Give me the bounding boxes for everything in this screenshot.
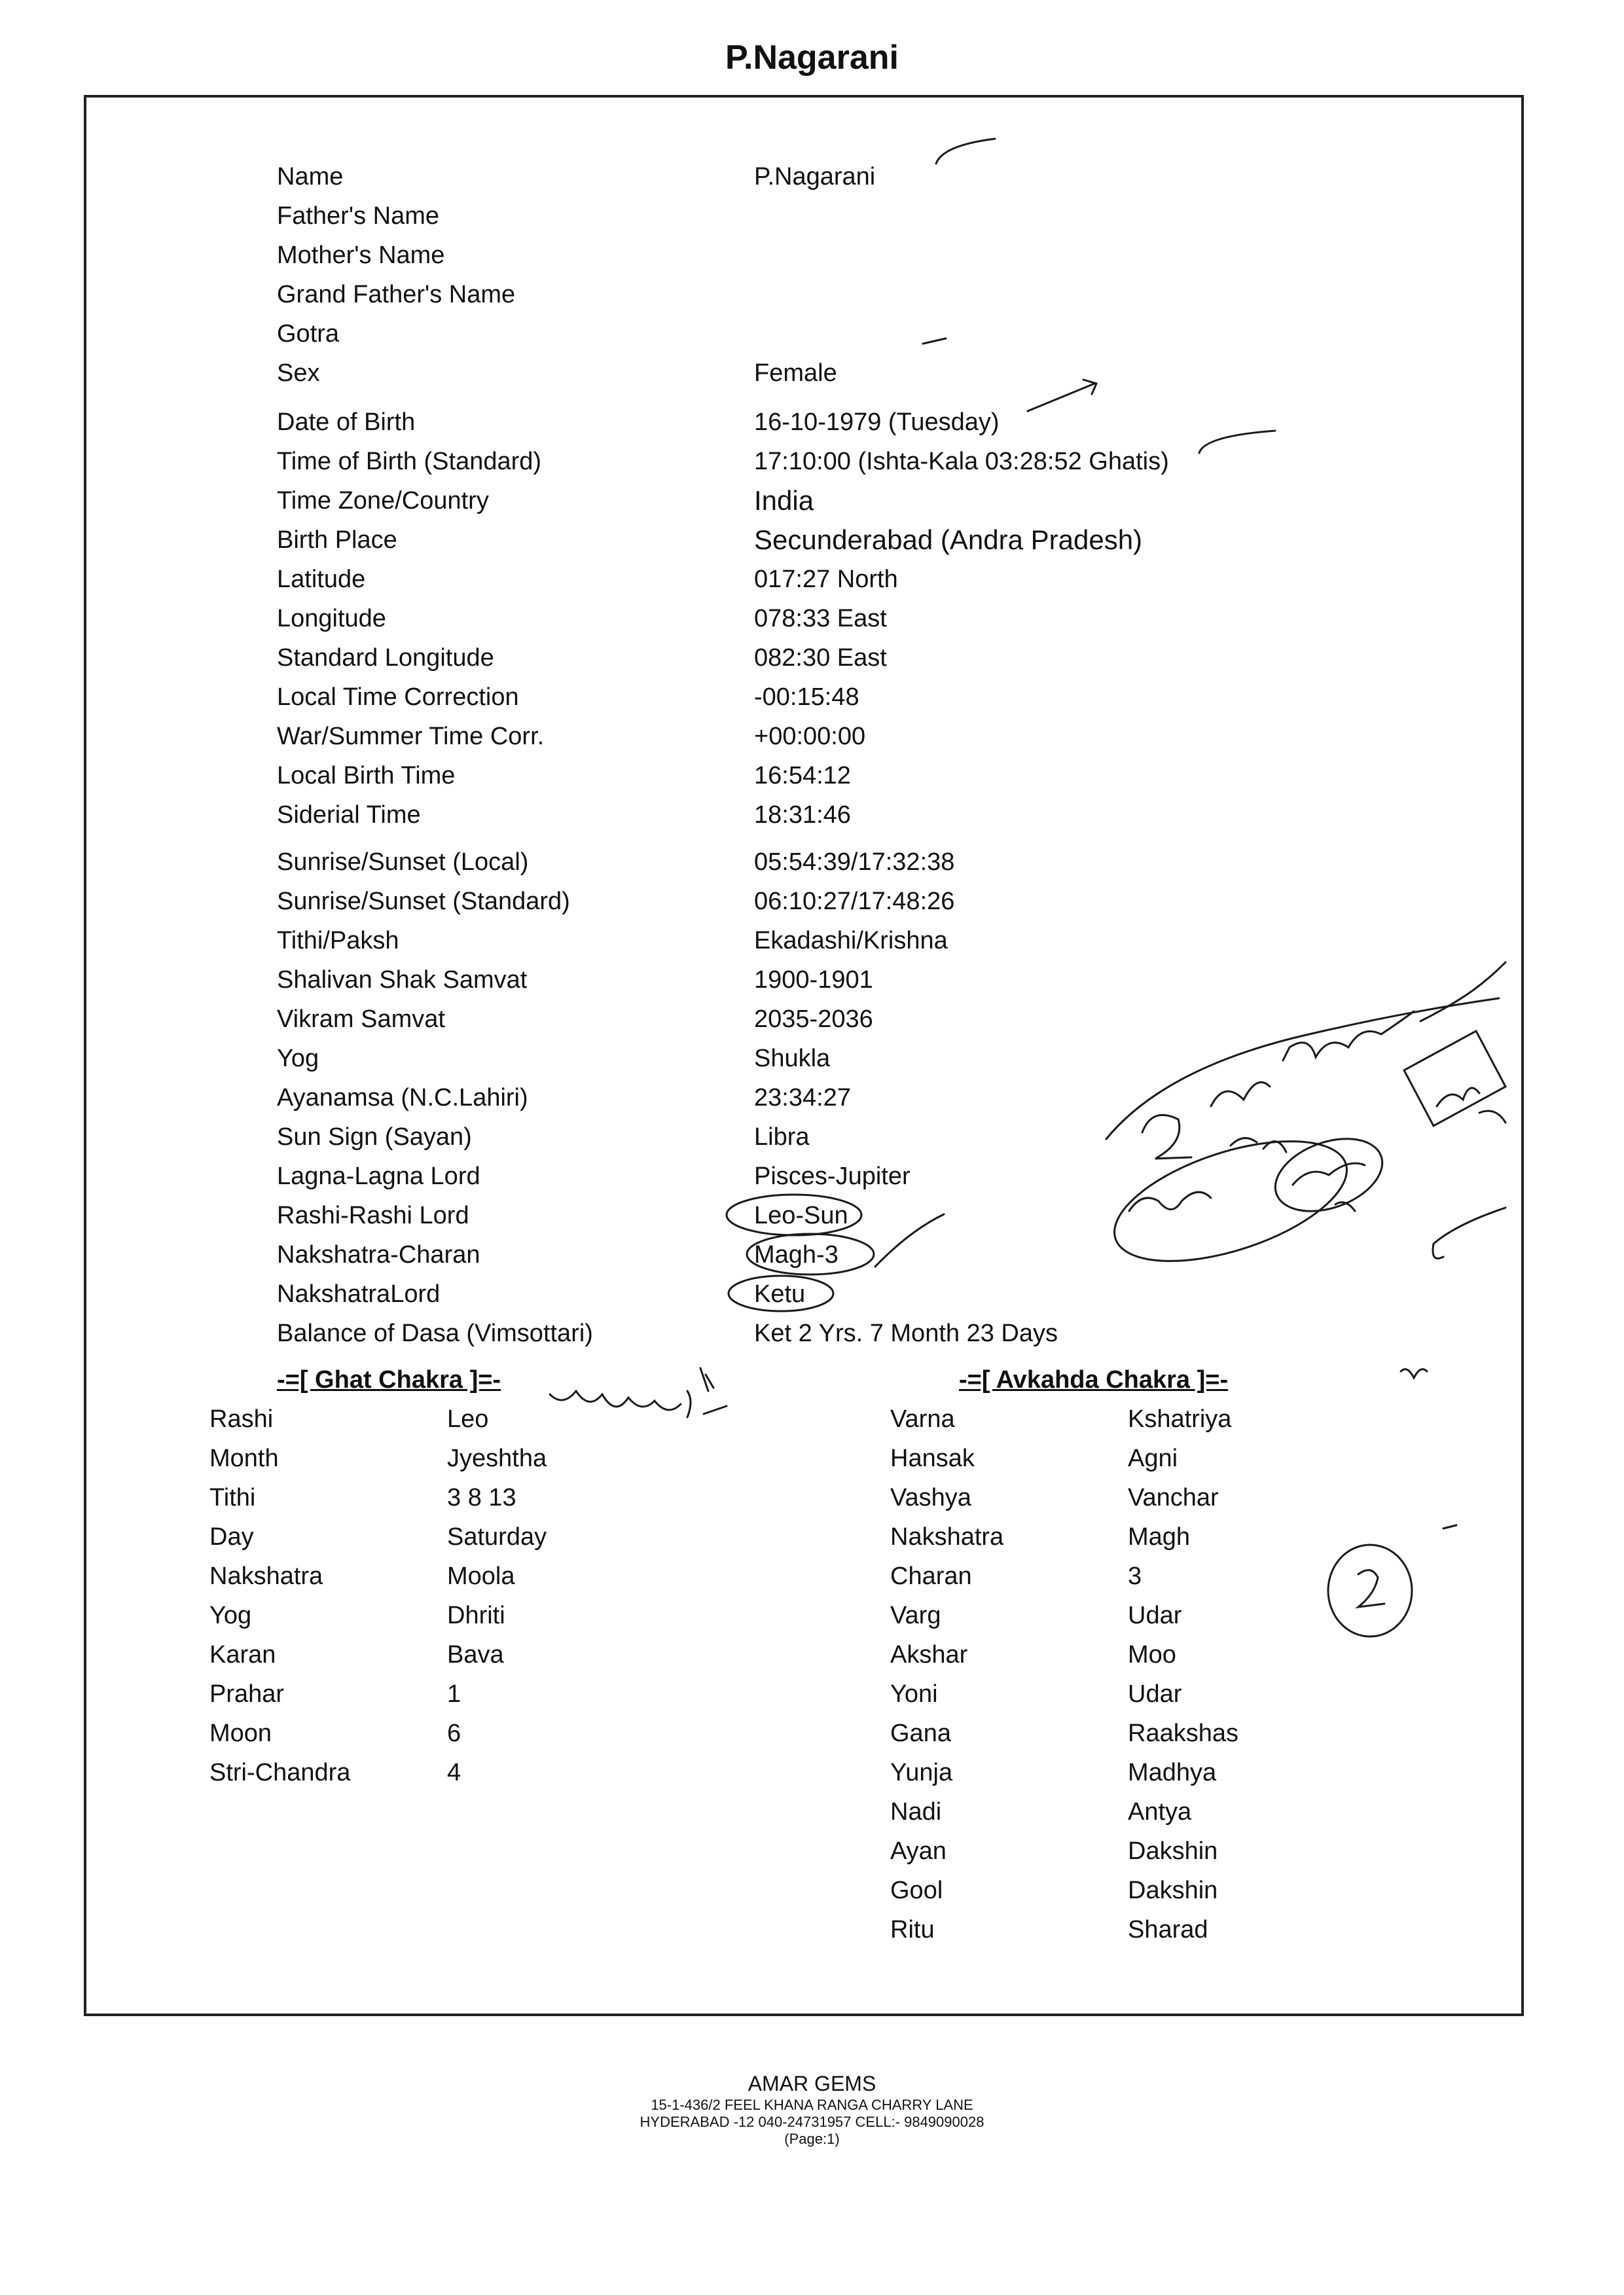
detail-label: Yog bbox=[277, 1045, 319, 1072]
avkahda-value: Antya bbox=[1128, 1798, 1192, 1826]
ghat-label: Yog bbox=[209, 1602, 252, 1629]
detail-label: Father's Name bbox=[277, 202, 440, 230]
detail-label: Lagna-Lagna Lord bbox=[277, 1163, 480, 1190]
avkahda-label: Gana bbox=[890, 1720, 951, 1747]
detail-label: Gotra bbox=[277, 320, 340, 348]
ghat-label: Prahar bbox=[209, 1680, 285, 1708]
avkahda-label: Varg bbox=[890, 1602, 941, 1629]
detail-value: Magh-3 bbox=[754, 1241, 839, 1269]
detail-value: 23:34:27 bbox=[754, 1084, 851, 1111]
avkahda-label: Vashya bbox=[890, 1484, 971, 1511]
detail-label: Rashi-Rashi Lord bbox=[277, 1202, 469, 1229]
detail-label: Time Zone/Country bbox=[277, 487, 489, 515]
detail-value: Leo-Sun bbox=[754, 1202, 848, 1229]
detail-value: Shukla bbox=[754, 1045, 831, 1072]
detail-label: Grand Father's Name bbox=[277, 281, 516, 308]
detail-label: Sun Sign (Sayan) bbox=[277, 1123, 472, 1151]
ghat-label: Day bbox=[209, 1523, 254, 1551]
avkahda-value: Dakshin bbox=[1128, 1877, 1218, 1904]
ghat-value: 3 8 13 bbox=[447, 1484, 516, 1511]
ghat-value: 6 bbox=[447, 1720, 461, 1747]
ghat-label: Month bbox=[209, 1445, 279, 1472]
detail-value: 16-10-1979 (Tuesday) bbox=[754, 408, 1000, 436]
detail-value: 017:27 North bbox=[754, 566, 898, 593]
avkahda-label: Nadi bbox=[890, 1798, 942, 1826]
detail-label: Balance of Dasa (Vimsottari) bbox=[277, 1320, 593, 1347]
detail-label: Local Time Correction bbox=[277, 683, 519, 711]
detail-value: 2035-2036 bbox=[754, 1005, 873, 1033]
detail-label: Sex bbox=[277, 359, 320, 387]
detail-label: NakshatraLord bbox=[277, 1280, 441, 1308]
avkahda-value: Udar bbox=[1128, 1602, 1182, 1629]
footer-page-number: (Page:1) bbox=[784, 2131, 840, 2147]
detail-value: Secunderabad (Andra Pradesh) bbox=[754, 524, 1143, 555]
detail-label: Mother's Name bbox=[277, 242, 445, 269]
detail-value: Female bbox=[754, 359, 837, 387]
avkahda-value: Madhya bbox=[1128, 1759, 1217, 1786]
detail-value: -00:15:48 bbox=[754, 683, 859, 711]
detail-value: 06:10:27/17:48:26 bbox=[754, 888, 955, 915]
ghat-label: Karan bbox=[209, 1641, 276, 1669]
avkahda-label: Ayan bbox=[890, 1837, 947, 1865]
detail-label: Local Birth Time bbox=[277, 762, 456, 789]
ghat-label: Tithi bbox=[209, 1484, 256, 1511]
detail-label: Shalivan Shak Samvat bbox=[277, 966, 528, 994]
detail-value: Ket 2 Yrs. 7 Month 23 Days bbox=[754, 1320, 1058, 1347]
ghat-value: 4 bbox=[447, 1759, 461, 1786]
page-title: P.Nagarani bbox=[725, 39, 899, 77]
detail-label: Birth Place bbox=[277, 526, 397, 554]
avkahda-value: Dakshin bbox=[1128, 1837, 1218, 1865]
footer-address-line1: 15-1-436/2 FEEL KHANA RANGA CHARRY LANE bbox=[651, 2097, 973, 2113]
detail-value: 17:10:00 (Ishta-Kala 03:28:52 Ghatis) bbox=[754, 448, 1169, 475]
detail-value: +00:00:00 bbox=[754, 723, 866, 750]
avkahda-label: Yoni bbox=[890, 1680, 938, 1708]
avkahda-label: Akshar bbox=[890, 1641, 968, 1669]
detail-value: 1900-1901 bbox=[754, 966, 873, 994]
ghat-label: Rashi bbox=[209, 1405, 274, 1433]
ghat-value: Jyeshtha bbox=[447, 1445, 547, 1472]
avkahda-value: Kshatriya bbox=[1128, 1405, 1232, 1433]
avkahda-label: Nakshatra bbox=[890, 1523, 1004, 1551]
avkahda-value: Udar bbox=[1128, 1680, 1182, 1708]
avkahda-label: Yunja bbox=[890, 1759, 953, 1786]
ghat-chakra-title: -=[ Ghat Chakra ]=- bbox=[277, 1366, 501, 1394]
detail-label: Sunrise/Sunset (Local) bbox=[277, 848, 529, 876]
detail-label: Time of Birth (Standard) bbox=[277, 448, 542, 475]
detail-label: Sunrise/Sunset (Standard) bbox=[277, 888, 570, 915]
detail-value: Ekadashi/Krishna bbox=[754, 927, 948, 954]
detail-label: Date of Birth bbox=[277, 408, 416, 436]
avkahda-value: Magh bbox=[1128, 1523, 1191, 1551]
detail-value: 078:33 East bbox=[754, 605, 887, 632]
detail-label: War/Summer Time Corr. bbox=[277, 723, 545, 750]
ghat-value: Moola bbox=[447, 1563, 515, 1590]
detail-label: Nakshatra-Charan bbox=[277, 1241, 480, 1269]
avkahda-value: Vanchar bbox=[1128, 1484, 1219, 1511]
avkahda-label: Gool bbox=[890, 1877, 943, 1904]
detail-value: 18:31:46 bbox=[754, 801, 851, 829]
ghat-value: 1 bbox=[447, 1680, 461, 1708]
detail-value: Libra bbox=[754, 1123, 810, 1151]
detail-label: Ayanamsa (N.C.Lahiri) bbox=[277, 1084, 528, 1111]
detail-value: India bbox=[754, 485, 814, 516]
avkahda-value: 3 bbox=[1128, 1563, 1142, 1590]
ghat-value: Leo bbox=[447, 1405, 489, 1433]
avkahda-label: Ritu bbox=[890, 1916, 935, 1943]
ghat-value: Saturday bbox=[447, 1523, 547, 1551]
detail-label: Vikram Samvat bbox=[277, 1005, 445, 1033]
detail-label: Latitude bbox=[277, 566, 366, 593]
detail-label: Longitude bbox=[277, 605, 386, 632]
avkahda-value: Sharad bbox=[1128, 1916, 1208, 1943]
ghat-label: Stri-Chandra bbox=[209, 1759, 351, 1786]
avkahda-value: Agni bbox=[1128, 1445, 1178, 1472]
avkahda-value: Raakshas bbox=[1128, 1720, 1238, 1747]
ghat-label: Nakshatra bbox=[209, 1563, 323, 1590]
detail-value: 082:30 East bbox=[754, 644, 887, 672]
detail-value: 16:54:12 bbox=[754, 762, 851, 789]
ghat-value: Bava bbox=[447, 1641, 504, 1669]
detail-value: Ketu bbox=[754, 1280, 806, 1308]
detail-label: Tithi/Paksh bbox=[277, 927, 399, 954]
detail-value: Pisces-Jupiter bbox=[754, 1163, 911, 1190]
detail-value: P.Nagarani bbox=[754, 163, 876, 190]
avkahda-label: Varna bbox=[890, 1405, 955, 1433]
footer-address-line2: HYDERABAD -12 040-24731957 CELL:- 9849090028 bbox=[640, 2114, 984, 2130]
ghat-label: Moon bbox=[209, 1720, 272, 1747]
avkahda-chakra-title: -=[ Avkahda Chakra ]=- bbox=[959, 1366, 1229, 1394]
avkahda-label: Hansak bbox=[890, 1445, 975, 1472]
detail-label: Name bbox=[277, 163, 344, 190]
footer-company: AMAR GEMS bbox=[748, 2072, 876, 2095]
detail-label: Siderial Time bbox=[277, 801, 421, 829]
detail-label: Standard Longitude bbox=[277, 644, 494, 672]
detail-value: 05:54:39/17:32:38 bbox=[754, 848, 955, 876]
avkahda-value: Moo bbox=[1128, 1641, 1176, 1669]
ghat-value: Dhriti bbox=[447, 1602, 505, 1629]
avkahda-label: Charan bbox=[890, 1563, 972, 1590]
